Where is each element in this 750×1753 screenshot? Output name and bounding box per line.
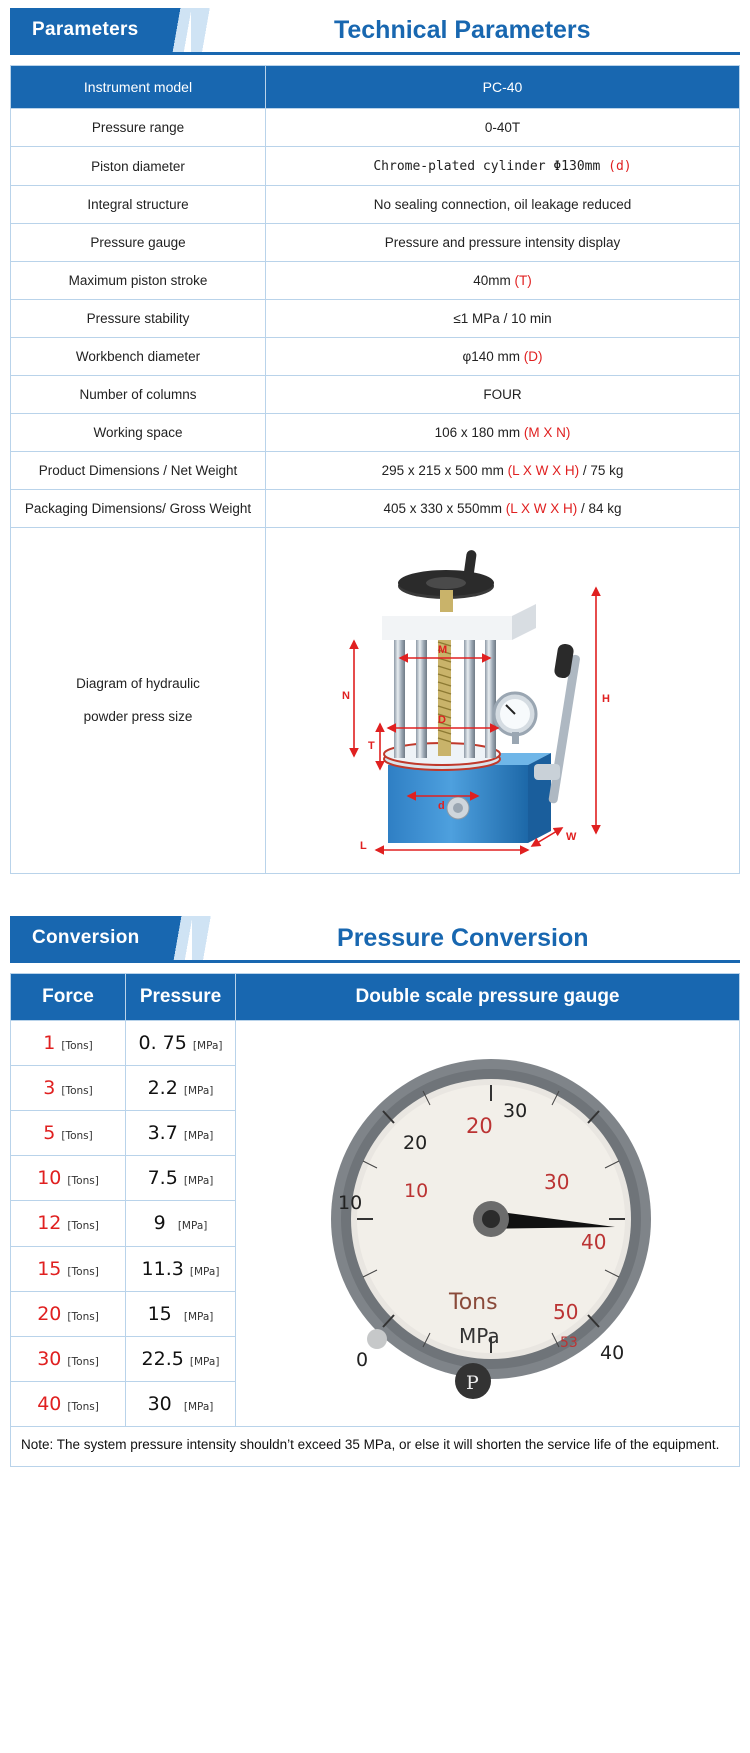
row-value xyxy=(266,300,740,338)
pressure-number: 11.3 xyxy=(141,1257,184,1280)
force-number: 12 xyxy=(37,1212,62,1235)
banner-slant-decoration-2 xyxy=(192,916,226,960)
dimension-label-T: T xyxy=(368,740,375,752)
force-value xyxy=(11,1336,126,1381)
table-row xyxy=(11,452,740,490)
row-label: Pressure stability xyxy=(11,300,266,338)
pressure-unit: [MPa] xyxy=(183,1175,214,1188)
table-row xyxy=(11,414,740,452)
row-value-text: 0-40T xyxy=(484,120,521,135)
double-scale-pressure-gauge-image xyxy=(263,1021,713,1421)
pressure-number: 2.2 xyxy=(147,1077,178,1100)
force-number: 1 xyxy=(43,1032,56,1055)
gauge-unit-mpa: MPa xyxy=(458,1324,500,1348)
pressure-value xyxy=(126,1291,236,1336)
force-value xyxy=(11,1291,126,1336)
gauge-zero-label: 0 xyxy=(355,1349,368,1371)
dimension-label-D: D xyxy=(438,714,446,726)
pressure-value xyxy=(126,1156,236,1201)
conversion-divider xyxy=(10,960,740,963)
row-value-suffix: (D) xyxy=(523,349,543,364)
row-value-text: 106 x 180 mm xyxy=(434,425,524,440)
force-unit: [Tons] xyxy=(61,1085,93,1098)
pressure-value xyxy=(126,1066,236,1111)
parameters-tab-label: Parameters xyxy=(10,8,157,52)
force-unit: [Tons] xyxy=(67,1310,99,1323)
force-value xyxy=(11,1246,126,1291)
gauge-inner-label-40: 40 xyxy=(599,1342,624,1364)
pressure-conversion-table xyxy=(10,973,740,1427)
force-unit: [Tons] xyxy=(61,1130,93,1143)
row-value-text: ≤1 MPa / 10 min xyxy=(453,311,552,326)
pressure-unit: [MPa] xyxy=(183,1130,214,1143)
row-label: Packaging Dimensions/ Gross Weight xyxy=(11,490,266,528)
conversion-header-row xyxy=(11,974,740,1021)
pressure-unit: [MPa] xyxy=(189,1265,220,1278)
pressure-value xyxy=(126,1021,236,1066)
pressure-number: 0. 75 xyxy=(138,1032,187,1055)
diagram-label-line-2: powder press size xyxy=(83,708,193,724)
pressure-unit: [MPa] xyxy=(183,1085,214,1098)
diagram-row-label xyxy=(11,528,266,874)
pressure-unit: [MPa] xyxy=(189,1355,220,1368)
table-row xyxy=(11,109,740,147)
row-value-suffix: (d) xyxy=(608,159,632,174)
force-number: 15 xyxy=(37,1257,62,1280)
header-parameter-value: PC-40 xyxy=(266,66,740,109)
table-row xyxy=(11,490,740,528)
table-row xyxy=(11,376,740,414)
row-value xyxy=(266,414,740,452)
conversion-tab-label: Conversion xyxy=(10,916,158,960)
row-label: Number of columns xyxy=(11,376,266,414)
row-value xyxy=(266,490,740,528)
row-value-suffix: (M X N) xyxy=(523,425,571,440)
pressure-gauge-cell xyxy=(236,1021,740,1427)
force-unit: [Tons] xyxy=(67,1355,99,1368)
pressure-unit: [MPa] xyxy=(177,1220,208,1233)
pressure-number: 22.5 xyxy=(141,1347,184,1370)
pressure-value xyxy=(126,1111,236,1156)
dimension-label-H: H xyxy=(602,693,610,705)
table-row xyxy=(11,186,740,224)
force-unit: [Tons] xyxy=(67,1265,99,1278)
conversion-row xyxy=(11,1021,740,1066)
row-value-text: 40mm xyxy=(473,273,515,288)
row-label: Working space xyxy=(11,414,266,452)
dimension-label-d: d xyxy=(438,800,445,812)
force-number: 20 xyxy=(37,1302,62,1325)
gauge-inner-label-20: 20 xyxy=(402,1132,427,1154)
parameters-title: Technical Parameters xyxy=(333,15,591,44)
force-number: 30 xyxy=(37,1347,62,1370)
force-value xyxy=(11,1201,126,1246)
section-spacer xyxy=(10,874,740,908)
gauge-outer-label-20: 20 xyxy=(465,1114,493,1138)
table-row xyxy=(11,262,740,300)
row-value-text: φ140 mm xyxy=(462,349,524,364)
row-value xyxy=(266,109,740,147)
row-label: Product Dimensions / Net Weight xyxy=(11,452,266,490)
row-value-text: 295 x 215 x 500 mm xyxy=(381,463,508,478)
table-row xyxy=(11,224,740,262)
row-label: Maximum piston stroke xyxy=(11,262,266,300)
force-number: 5 xyxy=(43,1122,56,1145)
pressure-unit: [MPa] xyxy=(192,1040,223,1053)
gauge-outer-label-50: 50 xyxy=(552,1300,578,1324)
force-number: 10 xyxy=(37,1167,62,1190)
row-value-text: FOUR xyxy=(483,387,522,402)
gauge-outer-label-10: 10 xyxy=(403,1180,428,1202)
force-unit: [Tons] xyxy=(67,1175,99,1188)
banner-slant-decoration-2 xyxy=(191,8,225,52)
row-value xyxy=(266,376,740,414)
pressure-value xyxy=(126,1201,236,1246)
conversion-title: Pressure Conversion xyxy=(337,923,589,952)
press-diagram-illustration xyxy=(266,528,716,873)
row-value xyxy=(266,338,740,376)
force-value xyxy=(11,1156,126,1201)
pressure-number: 15 xyxy=(147,1302,172,1325)
dimension-label-L: L xyxy=(360,840,367,852)
force-unit: [Tons] xyxy=(67,1220,99,1233)
svg-text:P: P xyxy=(465,1372,479,1394)
row-value xyxy=(266,452,740,490)
force-unit: [Tons] xyxy=(67,1400,99,1413)
force-value xyxy=(11,1066,126,1111)
column-header-force: Force xyxy=(11,974,126,1021)
parameters-banner xyxy=(10,8,740,52)
row-value-suffix: (T) xyxy=(514,273,532,288)
conversion-banner xyxy=(10,916,740,960)
row-label: Pressure range xyxy=(11,109,266,147)
table-header-row xyxy=(11,66,740,109)
pressure-unit: [MPa] xyxy=(183,1400,214,1413)
document-page xyxy=(0,8,750,1467)
row-value-suffix-plain: / 84 kg xyxy=(577,501,622,516)
row-value xyxy=(266,147,740,186)
row-label: Piston diameter xyxy=(11,147,266,186)
gauge-outer-label-30: 30 xyxy=(543,1170,569,1194)
table-row xyxy=(11,338,740,376)
diagram-label-line-1: Diagram of hydraulic xyxy=(76,676,200,692)
pressure-number: 3.7 xyxy=(147,1122,178,1145)
row-value-text: Pressure and pressure intensity display xyxy=(384,235,621,250)
row-value xyxy=(266,262,740,300)
pressure-unit: [MPa] xyxy=(183,1310,214,1323)
table-row xyxy=(11,147,740,186)
row-value-text: 405 x 330 x 550mm xyxy=(383,501,506,516)
row-label: Integral structure xyxy=(11,186,266,224)
parameters-divider xyxy=(10,52,740,55)
diagram-row xyxy=(11,528,740,874)
table-row xyxy=(11,300,740,338)
press-diagram-cell xyxy=(266,528,740,874)
gauge-inner-label-10: 10 xyxy=(337,1192,362,1214)
press-diagram xyxy=(266,528,739,873)
row-value xyxy=(266,224,740,262)
force-value xyxy=(11,1111,126,1156)
row-value-text: Chrome-plated cylinder Φ130mm xyxy=(373,159,609,174)
pressure-value xyxy=(126,1246,236,1291)
dimension-label-W: W xyxy=(566,831,577,843)
force-number: 40 xyxy=(37,1392,62,1415)
dimension-label-M: M xyxy=(438,644,448,656)
pressure-number: 7.5 xyxy=(147,1167,178,1190)
pressure-number: 30 xyxy=(147,1392,172,1415)
gauge-outer-label-53: 53 xyxy=(559,1335,578,1351)
pressure-number: 9 xyxy=(153,1212,166,1235)
row-label: Workbench diameter xyxy=(11,338,266,376)
gauge-inner-label-30: 30 xyxy=(502,1100,527,1122)
pressure-value xyxy=(126,1381,236,1426)
gauge-unit-tons: Tons xyxy=(448,1290,498,1315)
row-label: Pressure gauge xyxy=(11,224,266,262)
row-value xyxy=(266,186,740,224)
footnote: Note: The system pressure intensity shouldn’t exceed 35 MPa, or else it will shorten the service life of the equipment. xyxy=(10,1427,740,1467)
gauge-outer-label-40: 40 xyxy=(580,1230,606,1254)
row-value-suffix: (L X W X H) xyxy=(507,463,580,478)
force-number: 3 xyxy=(43,1077,56,1100)
row-value-suffix-plain: / 75 kg xyxy=(579,463,624,478)
technical-parameters-table xyxy=(10,65,740,874)
force-unit: [Tons] xyxy=(61,1040,93,1053)
column-header-gauge: Double scale pressure gauge xyxy=(236,974,740,1021)
row-value-suffix: (L X W X H) xyxy=(505,501,578,516)
pressure-value xyxy=(126,1336,236,1381)
column-header-pressure: Pressure xyxy=(126,974,236,1021)
header-parameter-name: Instrument model xyxy=(11,66,266,109)
force-value xyxy=(11,1021,126,1066)
row-value-text: No sealing connection, oil leakage reduced xyxy=(373,197,632,212)
dimension-label-N: N xyxy=(342,690,350,702)
force-value xyxy=(11,1381,126,1426)
